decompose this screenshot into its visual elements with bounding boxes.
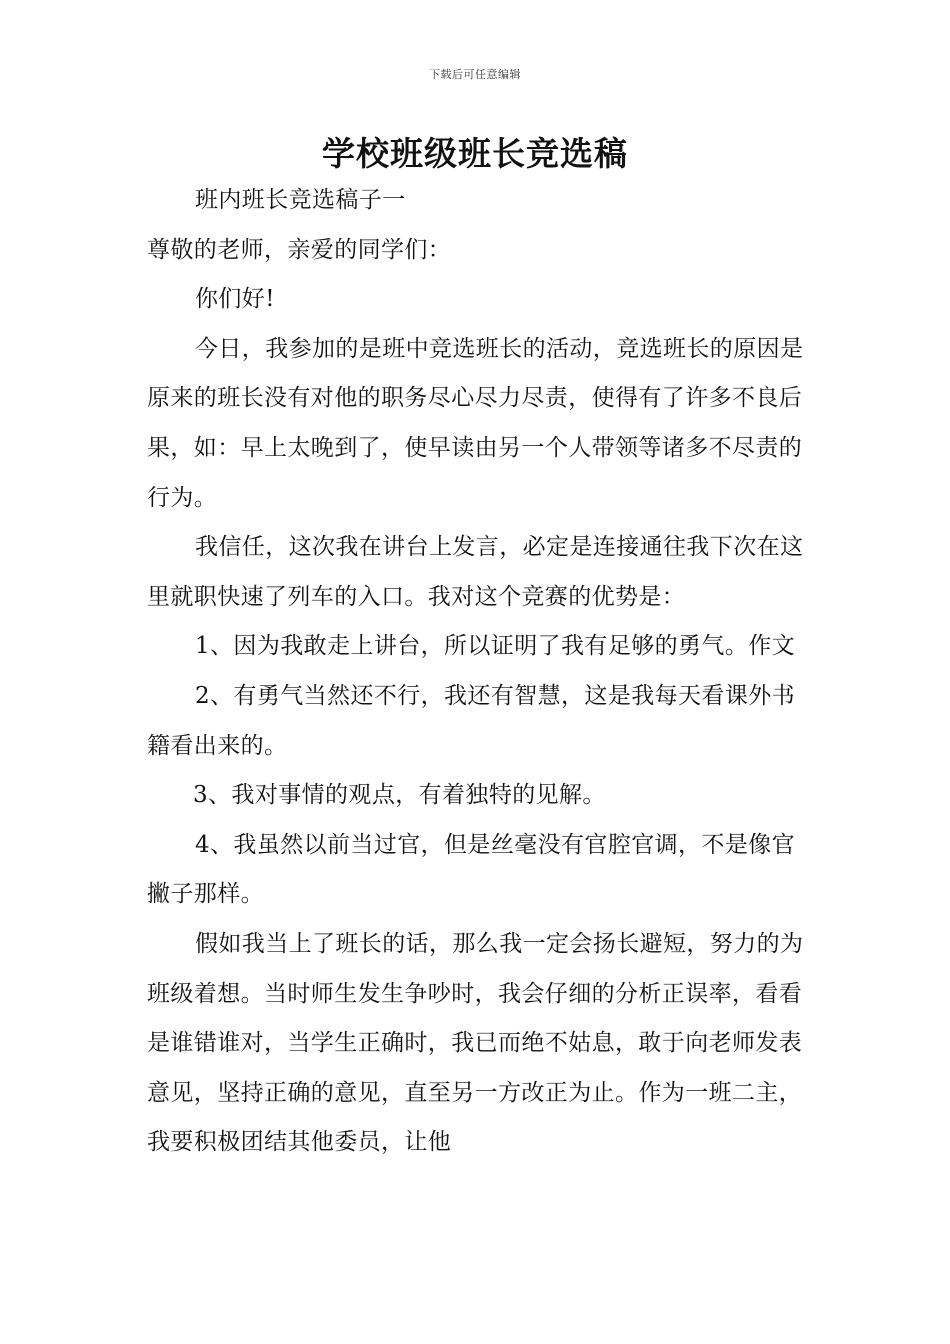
list-item-paragraph: 4、我虽然以前当过官，但是丝毫没有官腔官调，不是像官撇子那样。: [147, 831, 796, 908]
body-paragraph: 我信任，这次我在讲台上发言，必定是连接通往我下次在这里就职快速了列车的入口。我对这个竞赛的优势是：: [147, 534, 804, 610]
greeting-paragraph: 你们好!: [195, 286, 275, 313]
list-item-paragraph: 3、我对事情的观点，有着独特的见解。: [193, 782, 606, 809]
subtitle-paragraph: 班内班长竞选稿子一: [195, 187, 406, 213]
document-body: [147, 176, 809, 1168]
list-item-paragraph: 1、因为我敢走上讲台，所以证明了我有足够的勇气。作文: [195, 633, 796, 660]
document-title: 学校班级班长竞选稿: [322, 134, 628, 173]
salutation-paragraph: 尊敬的老师，亲爱的同学们：: [147, 236, 452, 263]
body-paragraph: 今日，我参加的是班中竞选班长的活动，竞选班长的原因是原来的班长没有对他的职务尽心尽力尽责，使得有了许多不良后果，如：早上太晚到了，使早读由另一个人带领等诸多不尽责的行为。: [147, 335, 804, 511]
header-note: 下载后可任意编辑: [429, 68, 521, 81]
body-paragraph: 假如我当上了班长的话，那么我一定会扬长避短，努力的为班级着想。当时师生发生争吵时，我会仔细的分析正误率，看看是谁错谁对，当学生正确时，我已而绝不姑息，敢于向老师发表意见，坚持正确的意见，直至另一方改正为止。作为一班二主，我要积极团结其他委员，让他: [147, 930, 804, 1156]
list-item-paragraph: 2、有勇气当然还不行，我还有智慧，这是我每天看课外书籍看出来的。: [147, 682, 796, 759]
